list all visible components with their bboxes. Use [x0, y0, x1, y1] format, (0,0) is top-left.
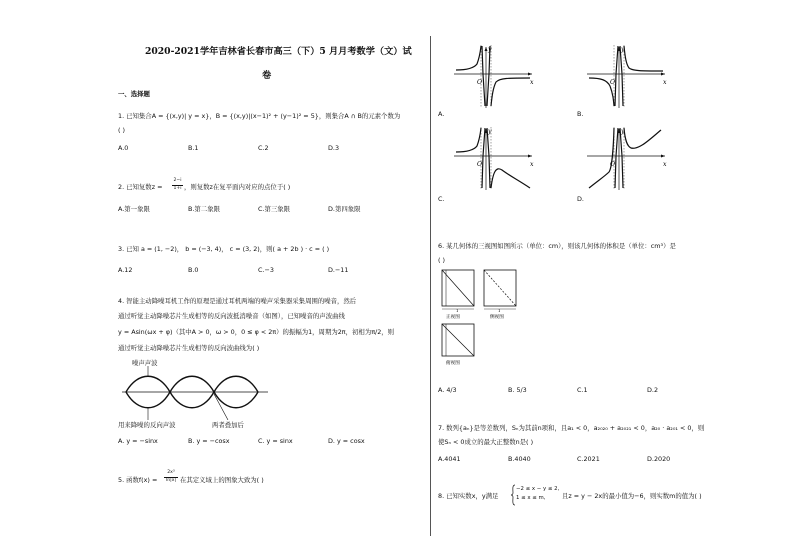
- q4-option-d[interactable]: D. y = cosx: [328, 437, 365, 445]
- q6-top-caption: 俯视图: [446, 361, 460, 366]
- q7-option-a[interactable]: A.4041: [438, 455, 461, 463]
- q4-wave-figure: [118, 366, 278, 420]
- q5-graph-b[interactable]: [585, 44, 669, 110]
- page-title-line2: 卷: [262, 70, 272, 81]
- q5-graph-c-label[interactable]: C.: [438, 195, 445, 203]
- q4-label-overlay: 两者叠加后: [212, 421, 244, 429]
- graph-b-x-label: x: [663, 79, 667, 86]
- q8-system-line1: −2 ≤ x − y ≤ 2,: [516, 486, 560, 492]
- q4-pointer-overlay: [214, 394, 228, 420]
- graph-b-y-label: y: [621, 46, 625, 53]
- q1-option-a[interactable]: A.0: [118, 144, 129, 152]
- q5-frac-num: 2x³: [167, 470, 175, 475]
- q3-option-a[interactable]: A.12: [118, 266, 133, 274]
- q3-option-b[interactable]: B.0: [188, 266, 199, 274]
- q1-stem: 1. 已知集合A = {(x,y)| y = x}，B = {(x,y)|(x−1)² + (y−1)² = 5}，则集合A ∩ B的元素个数为: [118, 112, 401, 120]
- q6-option-b[interactable]: B. 5/3: [508, 386, 527, 394]
- q5-graph-a-label[interactable]: A.: [438, 110, 445, 118]
- q8-stem-pre: 8. 已知实数x，y满足: [438, 492, 499, 500]
- q4-stem-line3: y = Asin(ωx + φ)（其中A > 0，ω > 0，0 ≤ φ < 2π）的振幅为1，周期为2π，初相为π/2，则: [118, 328, 395, 336]
- q5-frac-bar: [164, 477, 178, 478]
- q5-graph-c[interactable]: [452, 126, 536, 192]
- q5-graph-a[interactable]: [452, 44, 536, 110]
- graph-a-x-label: x: [530, 79, 534, 86]
- q6-side-caption: 侧视图: [490, 315, 504, 320]
- q5-graph-b-label[interactable]: B.: [577, 110, 584, 118]
- q4-label-reverse: 用来降噪的反向声波: [118, 421, 176, 429]
- graph-d-x-label: x: [663, 161, 667, 168]
- q2-option-c[interactable]: C.第三象限: [258, 205, 291, 213]
- q2-option-d[interactable]: D.第四象限: [328, 205, 361, 213]
- q6-option-c[interactable]: C.1: [577, 386, 588, 394]
- q6-blank: ( ): [438, 256, 446, 264]
- q6-option-a[interactable]: A. 4/3: [438, 386, 457, 394]
- q8-system-line2: 1 ≤ x ≤ m,: [516, 495, 546, 501]
- q7-stem-line2: 使Sₙ < 0成立的最大正整数n是( ): [438, 438, 534, 446]
- column-divider: [430, 36, 431, 536]
- q7-option-b[interactable]: B.4040: [508, 455, 531, 463]
- q5-frac-den: ln|x|: [165, 478, 176, 483]
- q5-graph-d-label[interactable]: D.: [577, 195, 584, 203]
- graph-c-y-label: y: [488, 128, 492, 135]
- q2-option-b[interactable]: B.第二象限: [188, 205, 220, 213]
- q4-stem-line1: 4. 智能主动降噪耳机工作的原理是通过耳机两端的噪声采集器采集周围的噪音，然后: [118, 297, 357, 305]
- graph-a-y-label: y: [488, 46, 492, 53]
- graph-b-origin: O: [610, 79, 616, 86]
- q6-side-dim: 1: [498, 308, 501, 313]
- q2-frac-bar: [172, 185, 183, 186]
- graph-d-y-label: y: [621, 128, 625, 135]
- q1-blank: ( ): [118, 126, 126, 134]
- q6-stem: 6. 某几何体的三视图如图所示（单位：cm），则该几何体的体积是（单位：cm³）是: [438, 242, 676, 250]
- q3-option-c[interactable]: C.−3: [258, 266, 274, 274]
- q3-stem: 3. 已知 a = (1, −2)， b = (−3, 4)， c = (3, 2)，则( a + 2b ) · c = ( ): [118, 245, 330, 253]
- q4-label-noise: 噪声声波: [132, 359, 158, 367]
- q2-frac-num: 2−i: [173, 178, 182, 183]
- q2-stem-pre: 2. 已知复数z =: [118, 183, 163, 191]
- q4-stem-line4: 通过听觉主动降噪芯片生成相等的反向波曲线为( ): [118, 344, 260, 352]
- q1-option-d[interactable]: D.3: [328, 144, 340, 152]
- q7-stem-line1: 7. 数列{aₙ}是等差数列，Sₙ为其前n项和，且a₁ < 0，a₂₀₂₀ + a₂₀₂₁ < 0，a₂₀ · a₂₀₁ < 0，则: [438, 424, 705, 432]
- q4-option-c[interactable]: C. y = sinx: [258, 437, 293, 445]
- graph-c-origin: O: [477, 161, 483, 168]
- q8-stem-post: 且z = y − 2x的最小值为−6，则实数m的值为( ): [562, 492, 702, 500]
- q4-option-a[interactable]: A. y = −sinx: [118, 437, 158, 445]
- q3-option-d[interactable]: D.−11: [328, 266, 349, 274]
- q1-option-c[interactable]: C.2: [258, 144, 269, 152]
- q4-stem-line2: 通过听觉主动降噪芯片生成相等的反向波抵消噪音（如图），已知噪音的声波曲线: [118, 312, 345, 320]
- q5-stem-post: 在其定义域上的图象大致为( ): [180, 476, 264, 484]
- q4-option-b[interactable]: B. y = −cosx: [188, 437, 230, 445]
- q6-option-d[interactable]: D.2: [647, 386, 659, 394]
- graph-d-origin: O: [610, 161, 616, 168]
- q2-stem-post: ，则复数z在复平面内对应的点位于( ): [184, 183, 291, 191]
- graph-c-x-label: x: [530, 161, 534, 168]
- q6-front-caption: 正视图: [446, 315, 460, 320]
- q6-front-dim: 1: [456, 308, 459, 313]
- q7-option-d[interactable]: D.2020: [647, 455, 671, 463]
- graph-a-origin: O: [477, 79, 483, 86]
- q5-stem-pre: 5. 函数f(x) =: [118, 476, 158, 484]
- q2-frac-den: 1+i: [173, 186, 182, 191]
- section-heading: 一、选择题: [118, 90, 150, 98]
- q5-graph-d[interactable]: [585, 126, 669, 192]
- q2-option-a[interactable]: A.第一象限: [118, 205, 150, 213]
- page-title-line1: 2020-2021学年吉林省长春市高三（下）5 月月考数学（文）试: [145, 46, 412, 57]
- q6-three-views: [438, 268, 538, 368]
- q7-option-c[interactable]: C.2021: [577, 455, 600, 463]
- q1-option-b[interactable]: B.1: [188, 144, 199, 152]
